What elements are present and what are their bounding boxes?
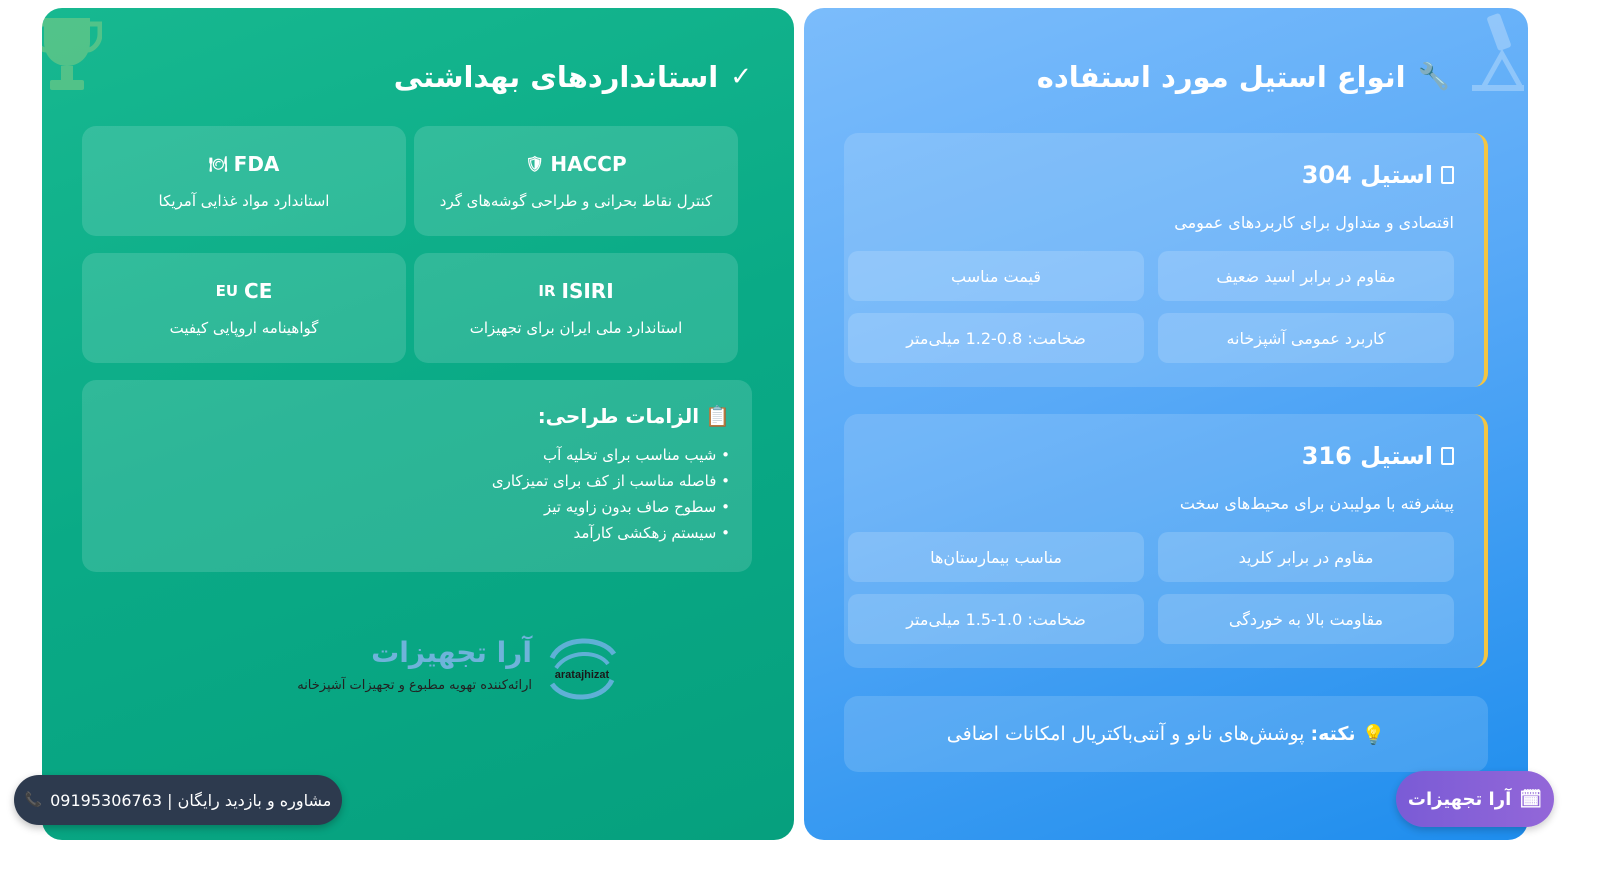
microscope-icon [1462,8,1528,108]
box-icon [1441,166,1454,184]
standard-card-ce [82,253,406,363]
requirements-list [104,442,730,546]
feature-chip: قیمت مناسب [848,251,1144,301]
feature-chip: مقاومت بالا به خوردگی [1158,594,1454,644]
brand-name: آرا تجهیزات [371,636,532,669]
standard-desc: گواهینامه اروپایی کیفیت [169,319,319,337]
wrench-icon: 🔧 [1417,62,1450,92]
steel-card-304 [844,133,1488,387]
standards-title [394,60,752,94]
box-icon [1441,447,1454,465]
dish-icon: 🍽 [208,155,228,173]
feature-chip: ضخامت: 0.8-1.2 میلی‌متر [848,313,1144,363]
steel-title-text: انواع استیل مورد استفاده [1036,60,1406,94]
note-box [844,696,1488,772]
steel-card-title: استیل 304 [1302,161,1454,189]
eu-flag-icon: EU [215,282,239,300]
steel-card-subtitle: اقتصادی و متداول برای کاربردهای عمومی [1174,213,1454,232]
standard-card-isiri [414,253,738,363]
standard-card-fda [82,126,406,236]
brand-button[interactable] [1396,771,1554,827]
feature-chip: مناسب بیمارستان‌ها [848,532,1144,582]
standards-panel [42,8,794,840]
list-item: • شیب مناسب برای تخلیه آب [104,442,730,468]
standard-card-haccp [414,126,738,236]
brand-logo-icon [542,628,622,708]
feature-chip: مقاوم در برابر کلرید [1158,532,1454,582]
check-icon: ✓ [730,62,752,92]
svg-text:aratajhizat: aratajhizat [554,669,610,681]
steel-types-panel [804,8,1528,840]
standard-name: CE EU [215,279,273,303]
steel-title [1037,60,1450,94]
phone-icon: 📞 [24,792,43,808]
shield-icon: 🛡 [525,155,545,173]
lightbulb-icon: 💡 [1361,723,1386,746]
feature-chip: ضخامت: 1.0-1.5 میلی‌متر [848,594,1144,644]
iran-flag-icon: IR [538,282,556,300]
standards-title-text: استانداردهای بهداشتی [393,60,719,94]
clipboard-icon: 📋 [705,404,730,428]
list-item: • فاصله مناسب از کف برای تمیزکاری [104,468,730,494]
standard-name: HACCP 🛡 [525,152,627,176]
brand-tagline: ارائه‌کننده تهویه مطبوع و تجهیزات آشپزخانه [297,678,532,693]
list-item: • سطوح صاف بدون زاویه تیز [104,494,730,520]
feature-chip: مقاوم در برابر اسید ضعیف [1158,251,1454,301]
list-item: • سیستم زهکشی کارآمد [104,520,730,546]
steel-card-subtitle: پیشرفته با مولیبدن برای محیط‌های سخت [1179,494,1454,513]
steel-card-title: استیل 316 [1302,442,1454,470]
standard-desc: استاندارد مواد غذایی آمریکا [158,192,330,210]
note-label: نکته: [1310,723,1356,745]
note-text: پوشش‌های نانو و آنتی‌باکتریال امکانات اضافی [946,723,1305,745]
standard-name: ISIRI IR [538,279,614,303]
brand-block [262,628,622,708]
trophy-icon [42,12,102,98]
feature-chip: کاربرد عمومی آشپزخانه [1158,313,1454,363]
steel-card-316 [844,414,1488,668]
standard-desc: استاندارد ملی ایران برای تجهیزات [469,319,683,337]
calendar-icon: 🗓 [1519,788,1543,810]
standard-desc: کنترل نقاط بحرانی و طراحی گوشه‌های گرد [439,192,713,210]
call-button-label: 09195306763 | مشاوره و بازدید رایگان [50,790,332,810]
brand-button-label: آرا تجهیزات [1407,788,1512,810]
standard-name: FDA 🍽 [208,152,280,176]
design-requirements [82,380,752,572]
call-consult-button[interactable] [14,775,342,825]
requirements-title: 📋 الزامات طراحی: [537,404,730,428]
